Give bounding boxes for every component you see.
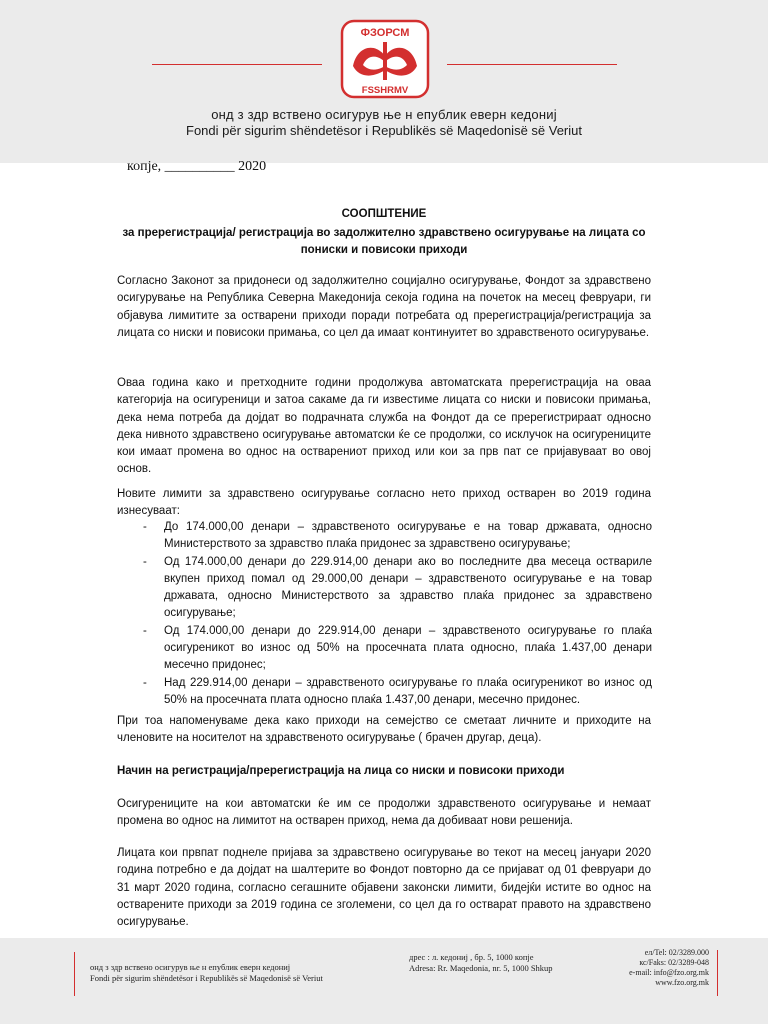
list-item-text: Од 174.000,00 денари до 229.914,00 денари ако во последните два месеца оствариле вкупен приход помал од 29.000,00 денари – здравственото осигурување е на товар државата, односно Министерството за здравство плаќа придонес за здравствено осигурување; bbox=[164, 555, 652, 620]
footer-org-mk: онд з здр вствено осигурув ње н епублик еверн кедониј bbox=[90, 962, 291, 972]
paragraph-6: Лицата кои првпат поднеле пријава за здравствено осигурување во текот на месец јануари 2020 година потребно е да дојдат на шалтерите во Фондот повторно да се пријават од 01 февруари до 31 март 2020 година, согласно сегашните објавени законски лимити, бидејќи истите во однос на остварените приходи за 2019 година се зголемени, со цел да го остварат правото на здравствено осигурување. bbox=[117, 847, 651, 929]
fzo-logo bbox=[339, 18, 431, 100]
footer-tel: ел/Tel: 02/3289.000 bbox=[644, 948, 709, 957]
list-dash: - bbox=[143, 521, 147, 533]
document-title: СООПШТЕНИЕ bbox=[341, 208, 427, 220]
paragraph-1: Согласно Законот за придонеси од задолжително социјално осигурување, Фондот за здравствено осигурување на Република Северна Македонија секоја година на почеток на месец февруари, ги објавува лимитите за остварени приходи поради потребата од пререгистрација/регистрација за лицата со ниски и повисоки примања, со цел да имаат континуитет во здравственото осигурување. bbox=[117, 275, 651, 339]
footer-org-al: Fondi për sigurim shëndetësor i Republikës së Maqedonisë së Veriut bbox=[90, 973, 323, 983]
footer-address-al: Adresa: Rr. Maqedonia, nr. 5, 1000 Shkup bbox=[409, 963, 553, 973]
paragraph-2: Оваа година како и претходните години продолжува автоматската пререгистрација на оваа категорија на осигуреници и затоа сакаме да ги известиме лицата со ниски и повисоки примања, дека нема потреба да дојдат во подрачната служба на Фондот да се пререгистрираат односно дека нивното здравствено осигурување автоматски ќе се продолжи, со исклучок на осигурениците кои имаат промена во однос на остварениот приход или кои за прв пат се пријавуваат во овој основ. bbox=[117, 377, 651, 476]
org-name-mk: онд з здр вствено осигурув ње н епублик еверн кедониј bbox=[211, 107, 557, 122]
list-item bbox=[140, 519, 652, 554]
footer-address-mk: дрес : л. кедониј , бр. 5, 1000 копје bbox=[409, 952, 534, 962]
list-item bbox=[140, 554, 652, 623]
org-name-al: Fondi për sigurim shëndetësor i Republikës së Maqedonisë së Veriut bbox=[186, 123, 582, 138]
paragraph-3: Новите лимити за здравствено осигурување согласно нето приход остварен во 2019 година изнесуваат: bbox=[117, 488, 651, 518]
footer-email[interactable]: e-mail: info@fzo.org.mk bbox=[629, 968, 709, 977]
paragraph-5: Осигурениците на кои автоматски ќе им се продолжи здравственото осигурување и немаат промена во однос на лимитот на остварен приход, нема да добиваат нови решенија. bbox=[117, 798, 651, 828]
footer-org bbox=[90, 962, 323, 984]
header-rule-left bbox=[152, 64, 322, 65]
logo-top-text: ФЗОРСМ bbox=[360, 27, 410, 39]
logo-bottom-text: FSSHRMV bbox=[361, 85, 409, 96]
footer-rule-right bbox=[717, 950, 718, 996]
list-dash: - bbox=[143, 555, 147, 568]
list-item-text: Над 229.914,00 денари – здравственото осигурување го плаќа осигуреникот во износ од 50% на просечната плата односно плаќа 1.437,00 денари, месечно придонес. bbox=[164, 676, 652, 706]
footer-rule-left bbox=[74, 952, 75, 996]
footer-web[interactable]: www.fzo.org.mk bbox=[655, 978, 709, 987]
list-item bbox=[140, 675, 652, 710]
footer-contact bbox=[629, 948, 709, 988]
list-item-text: До 174.000,00 денари – здравственото осигурување е на товар државата, односно Министерството за здравство плаќа придонес за здравствено осигурување; bbox=[164, 521, 652, 551]
section-heading: Начин на регистрација/пререгистрација на лица со ниски и повисоки приходи bbox=[117, 765, 565, 777]
header-rule-right bbox=[447, 64, 617, 65]
limits-list bbox=[140, 519, 652, 709]
dateline: копје, __________ 2020 bbox=[127, 159, 267, 174]
footer-address bbox=[409, 952, 553, 974]
list-item bbox=[140, 623, 652, 675]
document-subtitle: за пререгистрација/ регистрација во задолжително здравствено осигурување на лицата со пониски и повисоки приходи bbox=[122, 227, 646, 256]
list-dash: - bbox=[143, 676, 147, 689]
paragraph-4: При тоа напоменуваме дека како приходи на семејство се сметаат личните и приходите на членовите на носителот на здравственото осигурување ( брачен другар, деца). bbox=[117, 715, 651, 745]
footer-fax: кс/Faks: 02/3289-048 bbox=[639, 958, 709, 967]
list-dash: - bbox=[143, 624, 147, 637]
list-item-text: Од 174.000,00 денари до 229.914,00 денари – здравственото осигурување го плаќа осигуреникот во износ од 50% на просечната плата односно, плаќа 1.437,00 денари месечно придонес; bbox=[164, 624, 652, 672]
